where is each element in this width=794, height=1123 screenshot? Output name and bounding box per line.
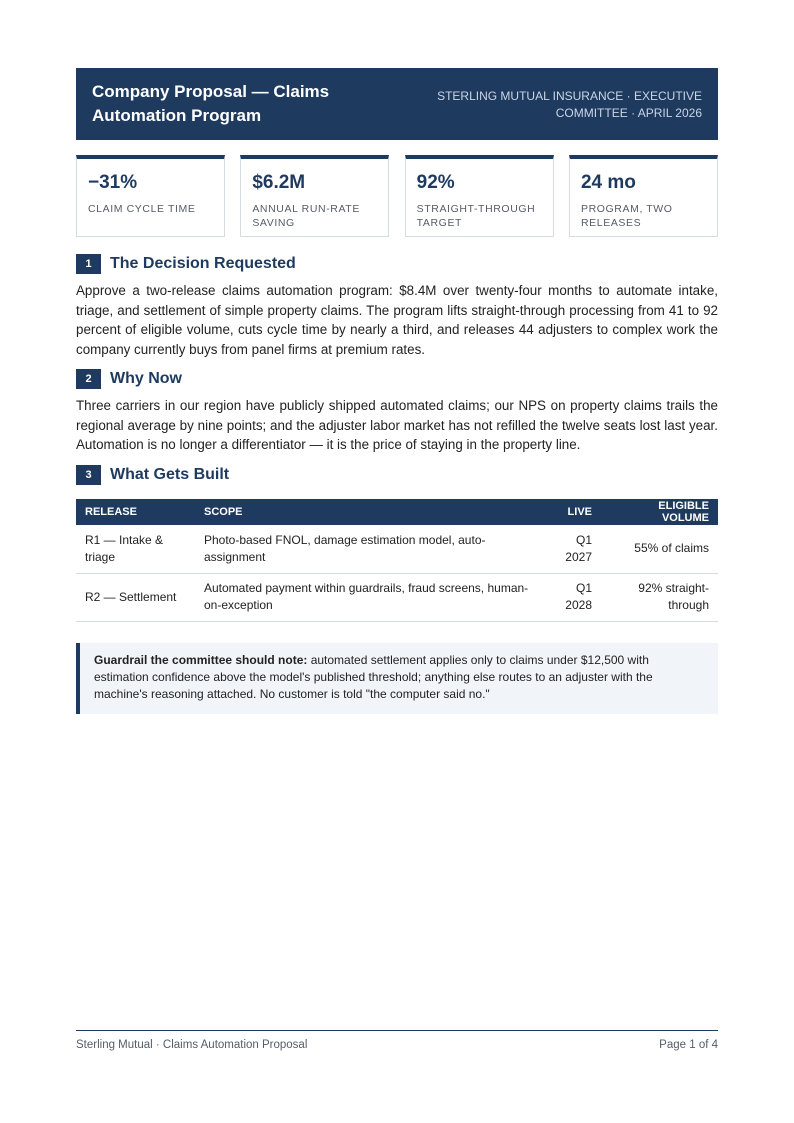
kpi-card bbox=[76, 155, 225, 237]
section-title: Why Now bbox=[110, 370, 182, 387]
column-header: RELEASE bbox=[76, 499, 195, 525]
document-meta: STERLING MUTUAL INSURANCE · EXECUTIVE COMMITTEE · APRIL 2026 bbox=[437, 89, 702, 120]
table-row bbox=[76, 573, 718, 621]
table-cell: R1 — Intake & triage bbox=[76, 525, 195, 573]
table-header-row bbox=[76, 499, 718, 525]
table-cell: Q1 2028 bbox=[540, 573, 601, 621]
section-title: What Gets Built bbox=[110, 466, 230, 483]
table-cell: R2 — Settlement bbox=[76, 573, 195, 621]
callout-lead: Guardrail the committee should note: bbox=[94, 653, 308, 667]
table-cell: Q1 2027 bbox=[540, 525, 601, 573]
section-heading bbox=[76, 254, 296, 274]
footer-divider bbox=[76, 1030, 718, 1031]
table-row bbox=[76, 525, 718, 573]
kpi-row bbox=[76, 155, 718, 237]
document-header bbox=[76, 68, 718, 140]
document-title: Company Proposal — Claims Automation Program bbox=[92, 82, 330, 125]
kpi-value: 92% bbox=[416, 172, 455, 193]
table-cell: Photo-based FNOL, damage estimation model, auto-assignment bbox=[195, 525, 540, 573]
kpi-value: −31% bbox=[88, 172, 138, 193]
footer-document-name: Sterling Mutual · Claims Automation Proposal bbox=[76, 1039, 308, 1051]
kpi-value: $6.2M bbox=[252, 172, 306, 193]
kpi-label: ANNUAL RUN-RATE SAVING bbox=[252, 203, 360, 229]
column-header: SCOPE bbox=[195, 499, 540, 525]
section-heading bbox=[76, 465, 229, 485]
kpi-card bbox=[240, 155, 389, 237]
releases-table bbox=[76, 499, 718, 622]
kpi-card bbox=[405, 155, 554, 237]
section-body: Approve a two-release claims automation program: $8.4M over twenty-four months to automate intake, triage, and settlement of simple property claims. The program lifts straight-through processing from 41 to 92 percent of eligible volume, cuts cycle time by nearly a third, and releases 44 adjusters to complex work the company currently buys from panel firms at premium rates. bbox=[76, 283, 718, 357]
kpi-label: PROGRAM, TWO RELEASES bbox=[580, 203, 673, 229]
table-cell: 55% of claims bbox=[601, 525, 718, 573]
section-number: 3 bbox=[76, 465, 101, 485]
section-heading bbox=[76, 369, 182, 389]
kpi-value: 24 mo bbox=[580, 172, 636, 193]
kpi-card bbox=[569, 155, 718, 237]
column-header: LIVE bbox=[540, 499, 601, 525]
page-footer bbox=[76, 1039, 718, 1051]
callout-text: automated settlement applies only to claims under $12,500 with estimation confidence above the model's published threshold; anything else routes to an adjuster with the machine's reasoning attached. No customer is told "the computer said no." bbox=[94, 653, 653, 701]
kpi-label: CLAIM CYCLE TIME bbox=[88, 203, 196, 215]
section-body: Three carriers in our region have publicly shipped automated claims; our NPS on property claims trails the regional average by nine points; and the adjuster labor market has not refilled the twelve seats lost last year. Automation is no longer a differentiator — it is the price of staying in the property line. bbox=[76, 398, 718, 452]
guardrail-callout bbox=[76, 643, 718, 714]
kpi-label: STRAIGHT-THROUGH TARGET bbox=[416, 203, 536, 229]
table-cell: 92% straight-through bbox=[601, 573, 718, 621]
section-number: 1 bbox=[76, 254, 101, 274]
column-header: ELIGIBLE VOLUME bbox=[601, 499, 718, 525]
section-number: 2 bbox=[76, 369, 101, 389]
page-number: Page 1 of 4 bbox=[659, 1039, 718, 1051]
section-title: The Decision Requested bbox=[110, 255, 296, 272]
table-cell: Automated payment within guardrails, fraud screens, human-on-exception bbox=[195, 573, 540, 621]
